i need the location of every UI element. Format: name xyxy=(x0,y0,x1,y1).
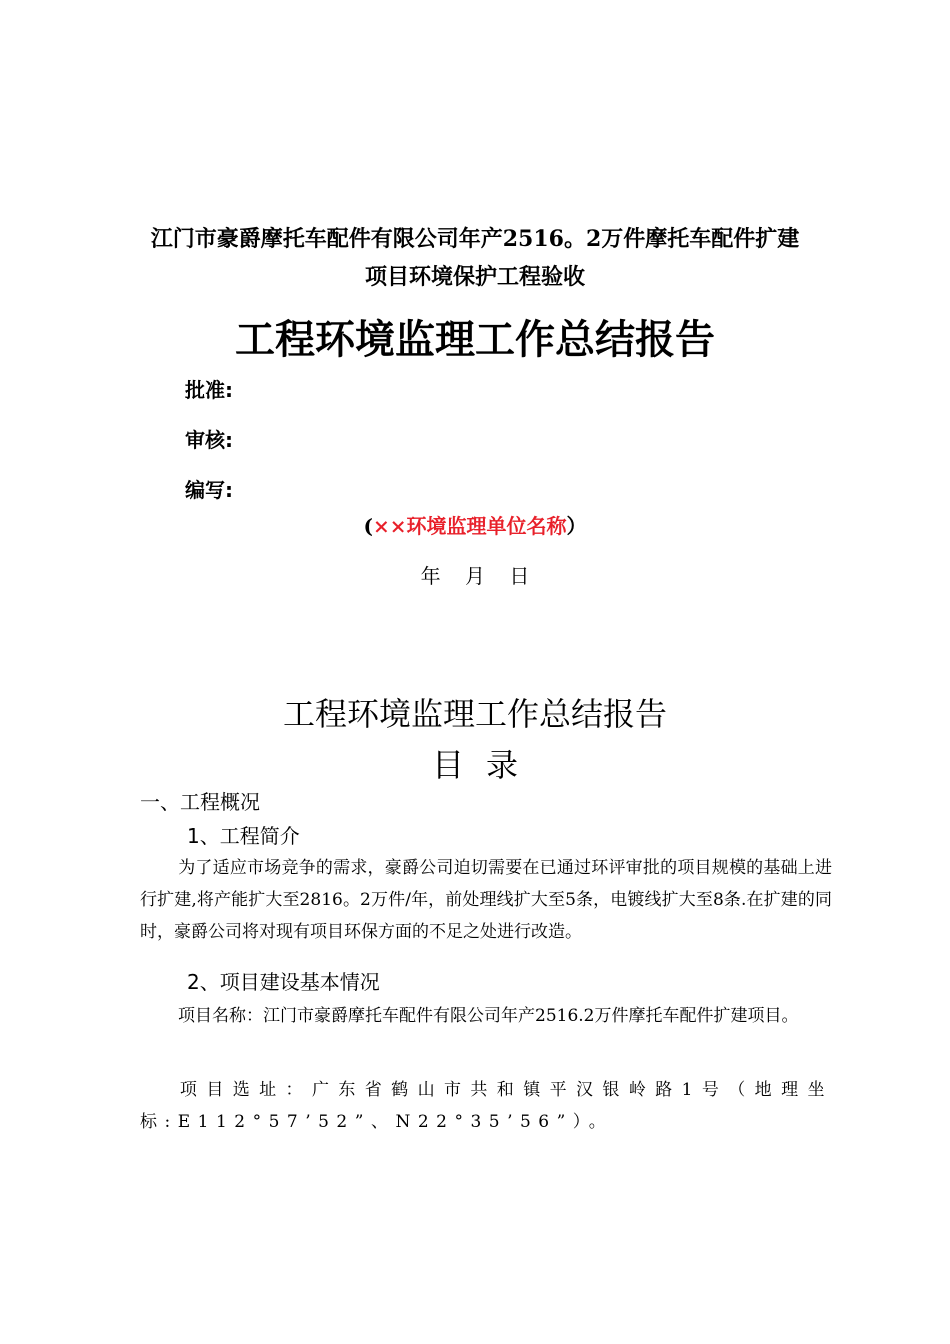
section-heading-basic-info: 2、项目建设基本情况 xyxy=(187,970,380,994)
org-close-paren: ） xyxy=(566,514,587,538)
cover-subtitle-line1: 江门市豪爵摩托车配件有限公司年产2516。2万件摩托车配件扩建 xyxy=(150,226,800,252)
write-label: 编写: xyxy=(185,478,233,502)
project-site-paragraph xyxy=(140,1074,832,1138)
org-open-paren: ( xyxy=(363,514,373,538)
date-day: 日 xyxy=(509,564,530,588)
section-heading-intro: 1、工程简介 xyxy=(187,824,300,848)
cover-subtitle-line2: 项目环境保护工程验收 xyxy=(364,264,585,290)
review-label: 审核: xyxy=(185,428,233,452)
approve-label: 批准: xyxy=(185,378,233,402)
date-year: 年 xyxy=(420,564,441,588)
supervision-org xyxy=(0,510,950,539)
date-month: 月 xyxy=(465,564,485,588)
project-name-paragraph xyxy=(140,1000,832,1032)
cover-main-title: 工程环境监理工作总结报告 xyxy=(235,316,715,363)
intro-paragraph xyxy=(140,852,832,948)
toc-title: 工程环境监理工作总结报告 xyxy=(282,695,667,733)
project-name-text: 项目名称：江门市豪爵摩托车配件有限公司年产2516.2万件摩托车配件扩建项目。 xyxy=(178,1006,799,1026)
org-name: ××环境监理单位名称 xyxy=(372,514,567,538)
project-site-text: 项目选址：广东省鹤山市共和镇平汉银岭路1号（地理坐标:E112°57’52”、N22°35’56”）。 xyxy=(140,1080,832,1132)
cover-subtitle xyxy=(0,220,950,296)
toc-subtitle: 目录 xyxy=(431,746,540,784)
section-heading-overview: 一、工程概况 xyxy=(140,790,260,814)
intro-paragraph-text: 为了适应市场竞争的需求，豪爵公司迫切需要在已通过环评审批的项目规模的基础上进行扩建,将产能扩大至2816。2万件/年，前处理线扩大至5条，电镀线扩大至8条.在扩建的同时，豪爵公司将对现有项目环保方面的不足之处进行改造。 xyxy=(140,858,832,942)
date-line xyxy=(0,560,950,589)
